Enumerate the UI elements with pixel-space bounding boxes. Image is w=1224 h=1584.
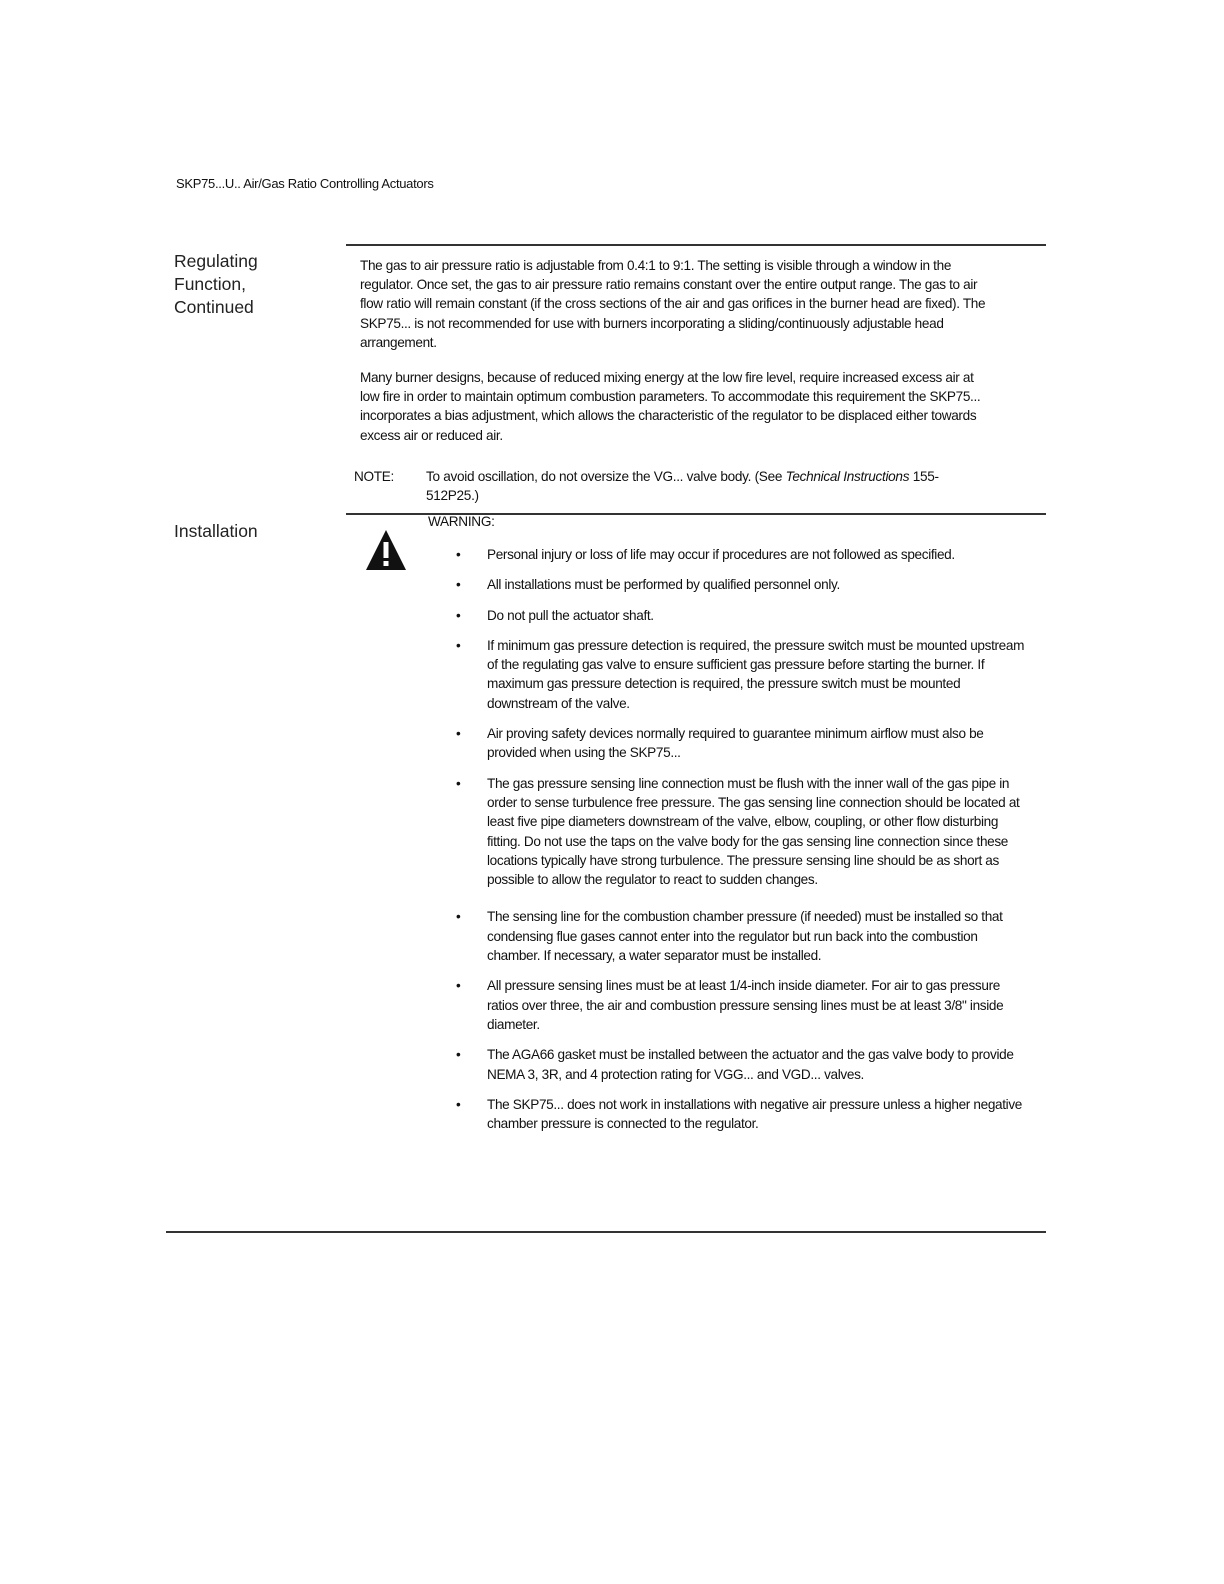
list-item bbox=[454, 774, 1029, 890]
section-rule-top bbox=[346, 244, 1046, 246]
list-item-text: All pressure sensing lines must be at least 1/4-inch inside diameter. For air to gas pressure ratios over three, the air and combustion pressure sensing lines must be at least 3/8" inside diameter. bbox=[487, 978, 1004, 1032]
note-text bbox=[426, 467, 986, 505]
warning-label: WARNING: bbox=[428, 514, 495, 529]
list-item-text: The gas pressure sensing line connection must be flush with the inner wall of the gas pipe in order to sense turbulence free pressure. The gas sensing line connection should be located at least five pipe diameters downstream of the valve, elbow, coupling, or other flow disturbing fitting. Do not use the taps on the valve body for the gas sensing line connection since these locations typically have strong turbulence. The pressure sensing line should be as short as possible to allow the regulator to react to sudden changes. bbox=[487, 775, 1020, 888]
bullet-dot: • bbox=[456, 1096, 461, 1112]
list-item bbox=[454, 575, 1029, 594]
list-item-text: Personal injury or loss of life may occur if procedures are not followed as specified. bbox=[487, 547, 955, 562]
list-item bbox=[454, 1045, 1029, 1084]
list-item bbox=[454, 1095, 1029, 1134]
regulating-paragraph-1: The gas to air pressure ratio is adjustable from 0.4:1 to 9:1. The setting is visible through a window in the regulator. Once set, the gas to air pressure ratio remains constant over the entire output range. The gas to air flow ratio will remain constant (if the cross sections of the air and gas orifices in the burner head are fixed). The SKP75... is not recommended for use with burners incorporating a sliding/continuously adjustable head arrangement. bbox=[360, 258, 986, 350]
list-item-text: Air proving safety devices normally required to guarantee minimum airflow must also be provided when using the SKP75... bbox=[487, 726, 984, 761]
list-item-text: The AGA66 gasket must be installed between the actuator and the gas valve body to provide NEMA 3, 3R, and 4 protection rating for VGG... and VGD... valves. bbox=[487, 1047, 1014, 1082]
section-heading-regulating: Regulating Function, Continued bbox=[174, 251, 258, 317]
regulating-body bbox=[360, 256, 995, 461]
section-rule-bottom bbox=[166, 1231, 1046, 1233]
note-text-before: To avoid oscillation, do not oversize the VG... valve body. (See bbox=[426, 469, 783, 484]
list-item-text: Do not pull the actuator shaft. bbox=[487, 607, 654, 623]
bullet-dot: • bbox=[456, 577, 461, 593]
list-item bbox=[454, 606, 1029, 625]
regulating-paragraph-2: Many burner designs, because of reduced mixing energy at the low fire level, require increased excess air at low fire in order to maintain optimum combustion parameters. To accommodate this requirement the SKP75... incorporates a bias adjustment, which allows the characteristic of the regulator to be displaced either towards excess air or reduced air. bbox=[360, 370, 981, 443]
note-italic-reference: Technical Instructions bbox=[785, 469, 910, 484]
list-item bbox=[454, 545, 1029, 564]
bullet-dot: • bbox=[456, 978, 461, 994]
list-item bbox=[454, 724, 1029, 763]
bullet-dot: • bbox=[456, 607, 461, 623]
list-item-text: All installations must be performed by qualified personnel only. bbox=[487, 577, 840, 593]
bullet-dot: • bbox=[456, 775, 461, 791]
bullet-dot: • bbox=[456, 1047, 461, 1063]
bullet-dot: • bbox=[456, 637, 461, 653]
bullet-dot: • bbox=[456, 547, 461, 562]
note-label: NOTE: bbox=[354, 469, 395, 484]
list-item bbox=[454, 907, 1029, 965]
warning-bullet-list bbox=[454, 545, 1029, 1144]
bullet-dot: • bbox=[456, 726, 461, 742]
list-item-text: The sensing line for the combustion chamber pressure (if needed) must be installed so that condensing flue gases cannot enter into the regulator but run back into the combustion chamber. If necessary, a water separator must be installed. bbox=[487, 909, 1003, 964]
list-item bbox=[454, 636, 1029, 713]
note-text-after: 155-512P25.) bbox=[426, 469, 939, 503]
list-item bbox=[454, 976, 1029, 1034]
list-item-text: If minimum gas pressure detection is required, the pressure switch must be mounted upstream of the regulating gas valve to ensure sufficient gas pressure before starting the burner. If maximum gas pressure detection is required, the pressure switch must be mounted downstream of the valve. bbox=[487, 637, 1025, 711]
warning-triangle-icon bbox=[364, 528, 408, 572]
section-heading-installation: Installation bbox=[174, 521, 258, 541]
bullet-dot: • bbox=[456, 909, 461, 925]
running-header: SKP75...U.. Air/Gas Ratio Controlling Actuators bbox=[176, 176, 434, 191]
list-item-text: The SKP75... does not work in installations with negative air pressure unless a higher negative chamber pressure is connected to the regulator. bbox=[487, 1096, 1022, 1132]
